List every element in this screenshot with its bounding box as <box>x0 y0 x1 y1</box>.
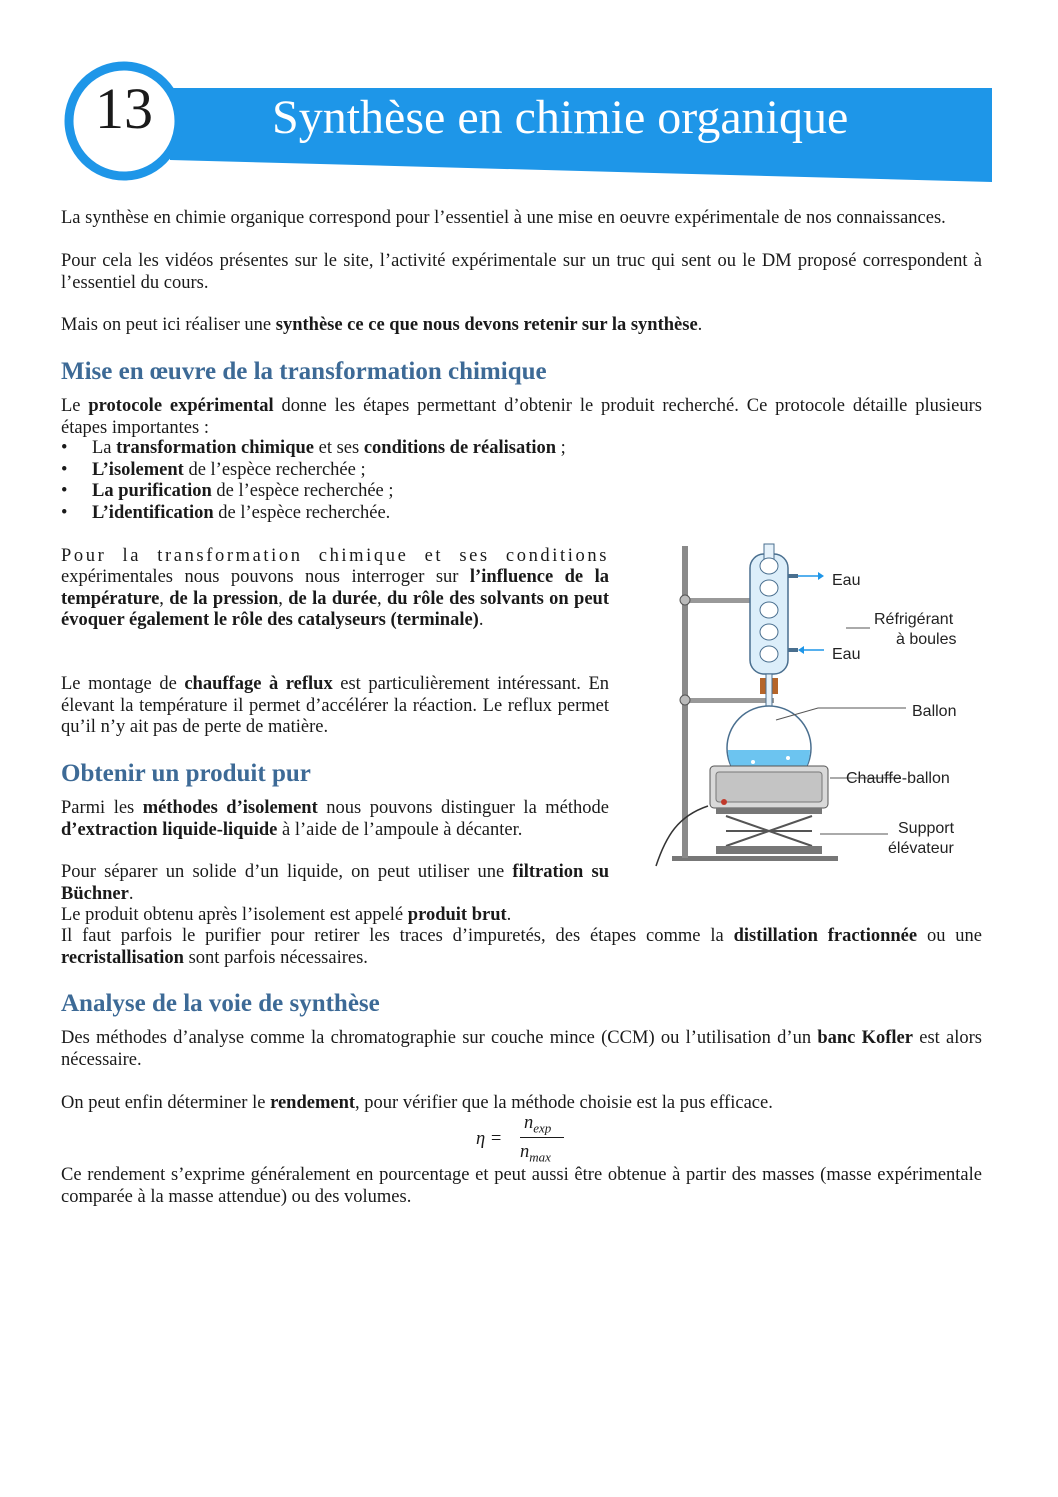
rendement-paragraph: On peut enfin déterminer le rendement, pour vérifier que la méthode choisie est la pus efficace. <box>61 1093 773 1113</box>
label-refrigerant-line2: à boules <box>896 631 957 648</box>
list-item: • La purification de l’espèce recherchée ; <box>61 481 981 503</box>
purification-paragraph: Il faut parfois le purifier pour retirer les traces d’impuretés, des étapes comme la distillation fractionnée ou une recristallisation sont parfois nécessaires. <box>61 926 982 968</box>
formula-numerator: $n_{exp}$ <box>524 1113 552 1136</box>
formula-denominator: $n_{max}$ <box>520 1142 551 1165</box>
analyse-paragraph: Des méthodes d’analyse comme la chromatographie sur couche mince (CCM) ou l’utilisation d’un banc Kofler est alors nécessaire. <box>61 1028 982 1070</box>
label-refrigerant-line1: Réfrigérant <box>874 611 954 628</box>
filtration-paragraph: Pour séparer un solide d’un liquide, on peut utiliser une filtration su Büchner. <box>61 862 610 904</box>
conditions-paragraph-line1: Pour la transformation chimique et ses conditions <box>61 546 609 566</box>
list-item: • L’isolement de l’espèce recherchée ; <box>61 460 981 482</box>
label-support-line1: Support <box>898 820 955 837</box>
produit-brut-paragraph: Le produit obtenu après l’isolement est appelé produit brut. <box>61 905 512 925</box>
intro-paragraph-2: Pour cela les vidéos présentes sur le site, l’activité expérimentale sur un truc qui sent ou le DM proposé correspondent à l’essentiel du cours. <box>61 251 982 293</box>
rendement-formula <box>470 1113 590 1171</box>
reflux-apparatus-diagram <box>648 540 988 870</box>
protocole-paragraph: Le protocole expérimental donne les étapes permettant d’obtenir le produit recherché. Ce protocole détaille plusieurs étapes importantes : <box>61 396 982 438</box>
label-chauffe-ballon: Chauffe-ballon <box>846 770 950 787</box>
formula-lhs: η = <box>476 1129 503 1149</box>
section-heading-transformation: Mise en œuvre de la transformation chimique <box>61 358 547 385</box>
list-item: • La transformation chimique et ses conditions de réalisation ; <box>61 438 981 460</box>
label-ballon: Ballon <box>912 703 957 720</box>
intro-paragraph-1: La synthèse en chimie organique correspond pour l’essentiel à une mise en oeuvre expérimentale de nos connaissances. <box>61 208 946 228</box>
label-support-line2: élévateur <box>888 840 954 857</box>
label-eau-top: Eau <box>832 572 861 589</box>
section-heading-analyse: Analyse de la voie de synthèse <box>61 990 380 1017</box>
steps-list <box>61 438 981 524</box>
list-item: • L’identification de l’espèce recherchée. <box>61 503 981 525</box>
page-title: Synthèse en chimie organique <box>272 91 849 144</box>
intro-paragraph-3: Mais on peut ici réaliser une synthèse ce ce que nous devons retenir sur la synthèse. <box>61 315 703 335</box>
chapter-number: 13 <box>95 76 153 141</box>
isolement-paragraph: Parmi les méthodes d’isolement nous pouvons distinguer la méthode d’extraction liquide-liquide à l’aide de l’ampoule à décanter. <box>61 798 609 840</box>
reflux-paragraph: Le montage de chauffage à reflux est particulièrement intéressant. En élevant la température il permet d’accélérer la réaction. Le reflux permet qu’il n’y ait pas de perte de matière. <box>61 674 609 737</box>
rendement-expression-paragraph: Ce rendement s’exprime généralement en pourcentage et peut aussi être obtenue à partir des masses (masse expérimentale comparée à la masse attendue) ou des volumes. <box>61 1165 982 1207</box>
section-heading-produit-pur: Obtenir un produit pur <box>61 760 311 787</box>
conditions-paragraph: expérimentales nous pouvons nous interroger sur l’influence de la température, de la pression, de la durée, du rôle des solvants on peut évoquer également le rôle des catalyseurs (terminale). <box>61 567 610 630</box>
label-eau-bottom: Eau <box>832 646 861 663</box>
fraction-bar <box>520 1137 564 1138</box>
